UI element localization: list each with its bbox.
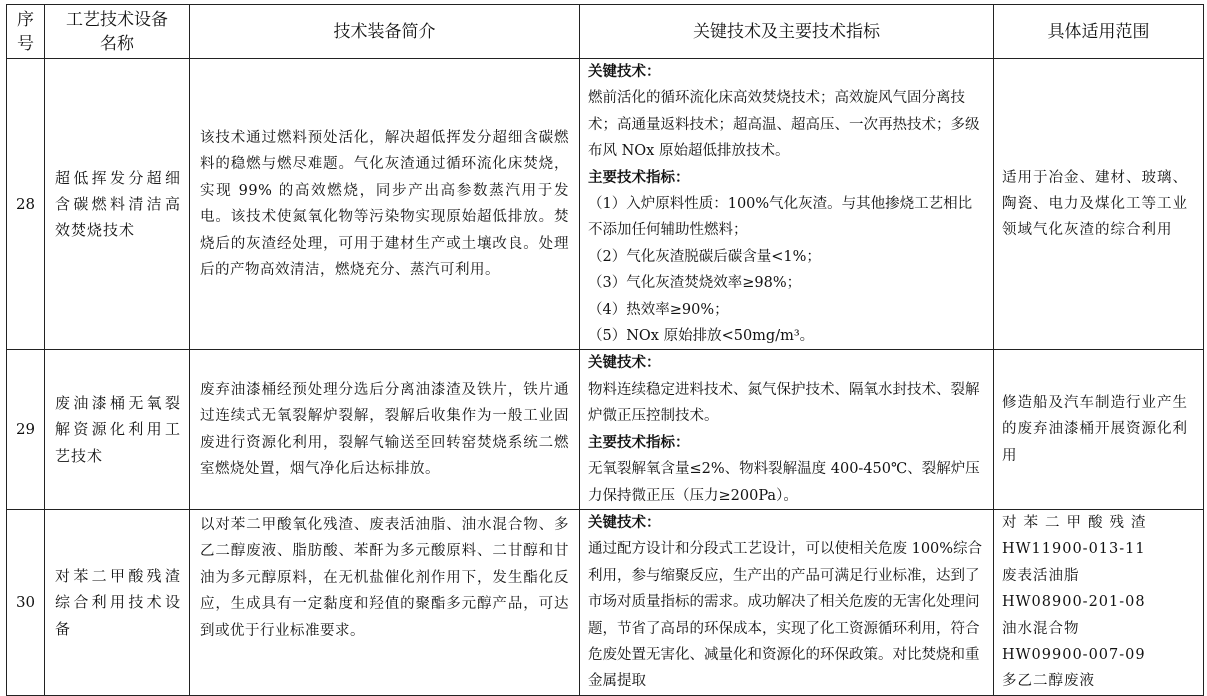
indicator-item: （4）热效率≥90%；	[588, 301, 729, 318]
indicator-item: （1）入炉原料性质：100%气化灰渣。与其他掺烧工艺相比不添加任何辅助性燃料；	[588, 196, 973, 239]
scope-line: HW09900-007-09	[1002, 646, 1146, 663]
scope-line: 废表活油脂	[1002, 567, 1080, 584]
key-tech-text: 物料连续稳定进料技术、氮气保护技术、隔氧水封技术、裂解炉微正压控制技术。	[588, 381, 980, 425]
key-technology-cell	[580, 350, 994, 509]
key-technology-cell	[580, 59, 994, 350]
header-name: 工艺技术设备名称	[45, 5, 190, 59]
table-row	[7, 509, 1204, 695]
indicators-label: 主要技术指标：	[588, 169, 690, 186]
application-scope: 适用于冶金、建材、玻璃、陶瓷、电力及煤化工等工业领域气化灰渣的综合利用	[994, 59, 1204, 350]
table-row	[7, 59, 1204, 350]
technology-intro: 废弃油漆桶经预处理分选后分离油漆渣及铁片，铁片通过连续式无氧裂解炉裂解，裂解后收集作为一般工业固废进行资源化利用，裂解气输送至回转窑焚烧系统二燃室燃烧处置，烟气净化后达标排放。	[190, 350, 580, 509]
row-number: 29	[7, 350, 45, 509]
indicator-item: 无氧裂解氧含量≤2%、物料裂解温度 400-450℃、裂解炉压力保持微正压（压力≥200Pa）。	[588, 461, 980, 504]
key-technology-cell	[580, 509, 994, 695]
row-number: 30	[7, 509, 45, 695]
technology-intro: 以对苯二甲酸氧化残渣、废表活油脂、油水混合物、多乙二醇废液、脂肪酸、苯酐为多元酸原料、二甘醇和甘油为多元醇原料，在无机盐催化剂作用下，发生酯化反应，生成具有一定黏度和羟值的聚酯多元醇产品，可达到或优于行业标准要求。	[190, 509, 580, 695]
application-scope: 修造船及汽车制造行业产生的废弃油漆桶开展资源化利用	[994, 350, 1204, 509]
scope-line: HW11900-013-11	[1002, 541, 1146, 558]
key-tech-text: 燃前活化的循环流化床高效焚烧技术；高效旋风气固分离技术；高通量返料技术；超高温、超高压、一次再热技术；多级布风 NOx 原始超低排放技术。	[588, 90, 980, 160]
key-tech-label: 关键技术：	[588, 355, 661, 372]
header-key-tech: 关键技术及主要技术指标	[580, 5, 994, 59]
row-number: 28	[7, 59, 45, 350]
indicator-item: （3）气化灰渣焚烧效率≥98%；	[588, 275, 802, 292]
technology-name: 对苯二甲酸残渣综合利用技术设备	[45, 509, 190, 695]
header-scope: 具体适用范围	[994, 5, 1204, 59]
process-technology-table	[6, 4, 1204, 696]
scope-line: HW08900-201-08	[1002, 594, 1146, 611]
indicator-item: （2）气化灰渣脱碳后碳含量<1%；	[588, 248, 821, 265]
scope-line: 油水混合物	[1002, 620, 1080, 637]
table-header-row	[7, 5, 1204, 59]
technology-name: 超低挥发分超细含碳燃料清洁高效焚烧技术	[45, 59, 190, 350]
application-scope-list	[994, 509, 1204, 695]
scope-line: 对苯二甲酸残渣	[1002, 514, 1153, 531]
key-tech-label: 关键技术：	[588, 514, 661, 531]
header-intro: 技术装备简介	[190, 5, 580, 59]
key-tech-text: 通过配方设计和分段式工艺设计，可以使相关危废 100%综合利用，参与缩聚反应，生产出的产品可满足行业标准，达到了市场对质量指标的需求。成功解决了相关危废的无害化处理问题，节省了高昂的环保成本，实现了化工资源循环利用，符合危废处置无害化、减量化和资源化的环保政策。对比焚烧和重金属提取	[588, 541, 983, 690]
technology-name: 废油漆桶无氧裂解资源化利用工艺技术	[45, 350, 190, 509]
indicator-item: （5）NOx 原始排放<50mg/m³。	[588, 328, 815, 345]
header-seq: 序号	[7, 5, 45, 59]
technology-intro: 该技术通过燃料预处活化，解决超低挥发分超细含碳燃料的稳燃与燃尽难题。气化灰渣通过循环流化床焚烧，实现 99% 的高效燃烧，同步产出高参数蒸汽用于发电。该技术使氮氧化物等污染物实现原始超低排放。焚烧后的灰渣经处理，可用于建材生产或土壤改良。处理后的产物高效清洁，燃烧充分、蒸汽可利用。	[190, 59, 580, 350]
scope-line: 多乙二醇废液	[1002, 673, 1095, 690]
table-row	[7, 350, 1204, 509]
key-tech-label: 关键技术：	[588, 64, 661, 80]
indicators-label: 主要技术指标：	[588, 434, 690, 451]
